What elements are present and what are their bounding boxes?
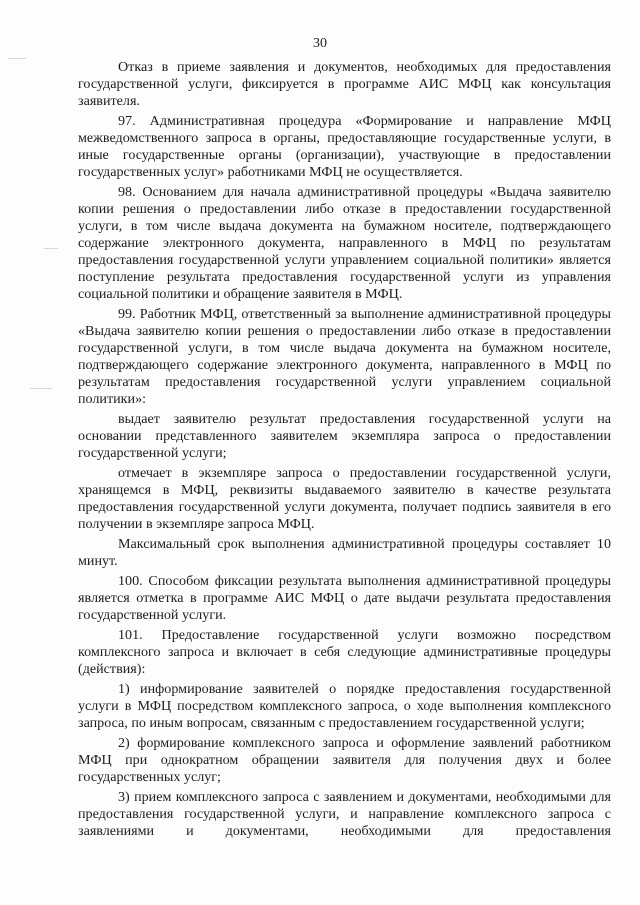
scan-artifact [8,58,26,59]
paragraph-99: 99. Работник МФЦ, ответственный за выполнение административной процедуры «Выдача заявителю копии решения о предоставлении либо отказе в предоставлении государственной услуги, в том числе выдача документа на бумажном носителе, подтверждающего содержание электронного документа, направленного в МФЦ по результатам предоставления государственной услуги управлением социальной политики»: [78,306,611,407]
scan-artifact [30,388,52,389]
paragraph-97: 97. Административная процедура «Формирование и направление МФЦ межведомственного запроса в органы, предоставляющие государственные услуги, в иные государственные органы (организации), участвующие в предоставлении государственных услуг» работниками МФЦ не осуществляется. [78,113,611,180]
page-number: 30 [313,36,327,51]
paragraph-99-item-mark: отмечает в экземпляре запроса о предоставлении государственной услуги, хранящемся в МФЦ, реквизиты выдаваемого заявителю в качестве результата предоставления государственной услуги документа, получает подпись заявителя в его получении в экземпляре запроса МФЦ. [78,465,611,532]
paragraph-101-item-3: 3) прием комплексного запроса с заявлением и документами, необходимыми для предоставления государственной услуги, и направление комплексного запроса с заявлениями и документами, необходимыми для предоставления [78,789,611,839]
paragraph-99-item-issue: выдает заявителю результат предоставления государственной услуги на основании представленного заявителем экземпляра запроса о предоставлении государственной услуги; [78,411,611,461]
paragraph-101-item-2: 2) формирование комплексного запроса и оформление заявлений работником МФЦ при однократном обращении заявителя для получения двух и более государственных услуг; [78,735,611,785]
document-body [78,59,611,843]
paragraph-98: 98. Основанием для начала административной процедуры «Выдача заявителю копии решения о предоставлении либо отказе в предоставлении государственной услуги, в том числе выдача документа на бумажном носителе, подтверждающего содержание электронного документа, направленного в МФЦ по результатам предоставления государственной услуги управлением социальной политики» является поступление результата предоставления государственной услуги из управления социальной политики и обращение заявителя в МФЦ. [78,184,611,302]
scan-artifact [44,248,58,249]
paragraph-101-item-1: 1) информирование заявителей о порядке предоставления государственной услуги в МФЦ посредством комплексного запроса, о ходе выполнения комплексного запроса, по иным вопросам, связанным с предоставлением государственной услуги; [78,681,611,731]
paragraph-max-time: Максимальный срок выполнения административной процедуры составляет 10 минут. [78,536,611,569]
paragraph-101: 101. Предоставление государственной услуги возможно посредством комплексного запроса и включает в себя следующие административные процедуры (действия): [78,627,611,677]
paragraph-100: 100. Способом фиксации результата выполнения административной процедуры является отметка в программе АИС МФЦ о дате выдачи результата предоставления государственной услуги. [78,573,611,623]
paragraph-refusal-note: Отказ в приеме заявления и документов, необходимых для предоставления государственной услуги, фиксируется в программе АИС МФЦ как консультация заявителя. [78,59,611,109]
